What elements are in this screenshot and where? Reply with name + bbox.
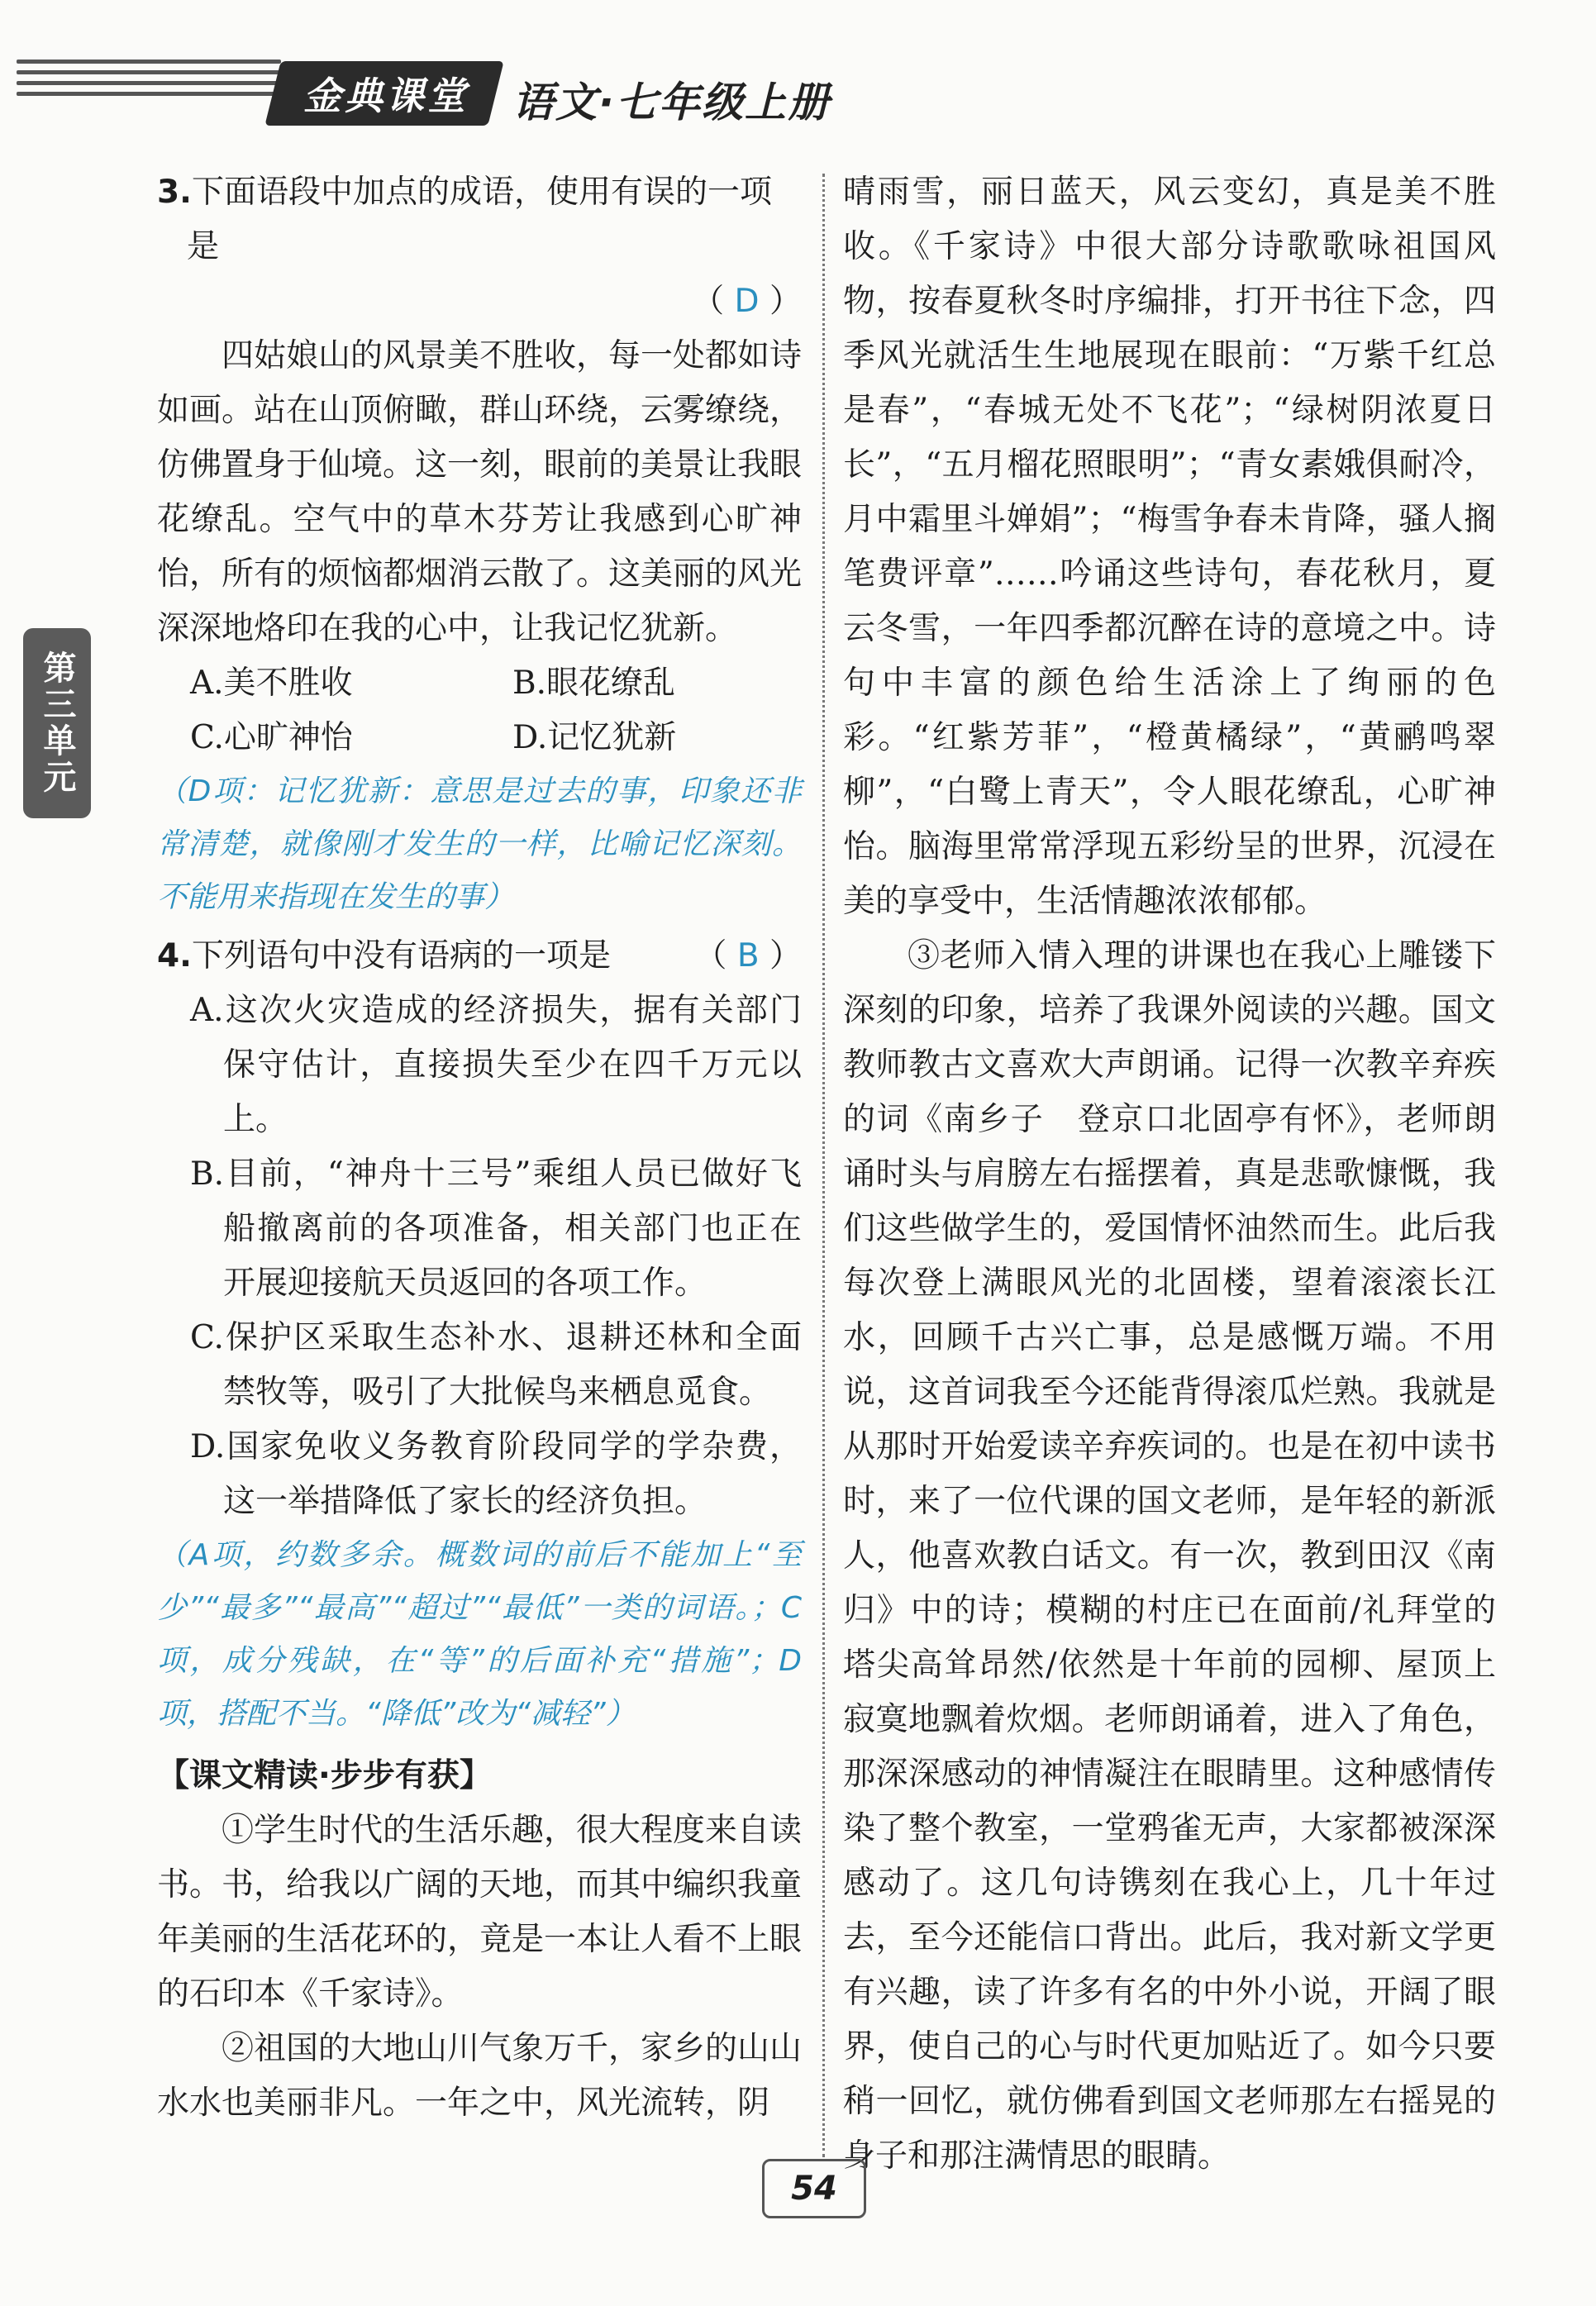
header-title: 语文·七年级上册 xyxy=(512,79,831,126)
answer-bracket-close: ） xyxy=(769,283,802,320)
question-3-passage: 四姑娘山的风景美不胜收，每一处都如诗如画。站在山顶俯瞰，群山环绕，云雾缭绕，仿佛置身于仙境。这一刻，眼前的美景让我眼花缭乱。空气中的草木芬芳让我感到心旷神怡，所有的烦恼都烟消云散了。这美丽的风光深深地烙印在我的心中，让我记忆犹新。 xyxy=(157,337,803,647)
option-c: C.保护区采取生态补水、退耕还林和全面禁牧等，吸引了大批候鸟来栖息觅食。 xyxy=(190,1319,802,1411)
question-3-text: 下面语段中加点的成语，使用有误的一项是 xyxy=(187,174,772,265)
header-decoration-lines xyxy=(17,60,281,117)
page-number: 54 xyxy=(762,2159,866,2218)
header-badge: 金典课堂 xyxy=(303,74,469,118)
option-b: B.目前，“神舟十三号”乘组人员已做好飞船撤离前的各项准备，相关部门也正在开展迎接航天员返回的各项工作。 xyxy=(190,1155,802,1302)
column-divider xyxy=(822,174,825,2157)
question-3-stem xyxy=(157,165,802,274)
option-a: A.这次火灾造成的经济损失，据有关部门保守估计，直接损失至少在四千万元以上。 xyxy=(190,992,802,1138)
answer-bracket-open: （ xyxy=(694,937,727,974)
right-column xyxy=(843,165,1496,2184)
question-3-answer: D xyxy=(734,283,760,320)
paragraph-1: ①学生时代的生活乐趣，很大程度来自读书。书，给我以广阔的天地，而其中编织我童年美丽的生活花环的，竟是一本让人看不上眼的石印本《千家诗》。 xyxy=(157,1812,803,2013)
unit-side-tab: 第三单元 xyxy=(23,628,91,818)
left-column xyxy=(157,165,802,2131)
question-3-explanation: （D项：记忆犹新：意思是过去的事，印象还非常清楚，就像刚才发生的一样，比喻记忆深刻。不能用来指现在发生的事） xyxy=(157,774,802,914)
question-4-text: 下列语句中没有语病的一项是 xyxy=(191,937,611,974)
answer-bracket-open: （ xyxy=(692,283,725,320)
question-4-explanation: （A项，约数多余。概数词的前后不能加上“至少”“最多”“最高”“超过”“最低”一类的词语。；C项，成分残缺，在“等”的后面补充“措施”；D项，搭配不当。“降低”改为“减轻”） xyxy=(157,1538,802,1731)
question-4-number: 4. xyxy=(157,937,192,974)
question-3-options xyxy=(157,656,802,765)
question-3-number: 3. xyxy=(157,174,192,211)
question-4-stem xyxy=(157,929,802,984)
question-4-answer-line xyxy=(694,929,802,984)
paragraph-3: ③老师入情入理的讲课也在我心上雕镂下深刻的印象，培养了我课外阅读的兴趣。国文教师教古文喜欢大声朗诵。记得一次教辛弃疾的词《南乡子 登京口北固亭有怀》，老师朗诵时头与肩膀左右摇摆着，真是悲歌慷慨，我们这些做学生的，爱国情怀油然而生。此后我每次登上满眼风光的北固楼，望着滚滚长江水，回顾千古兴亡事，总是感慨万端。不用说，这首词我至今还能背得滚瓜烂熟。我就是从那时开始爱读辛弃疾词的。也是在初中读书时，来了一位代课的国文老师，是年轻的新派人，他喜欢教白话文。有一次，教到田汉《南归》中的诗；模糊的村庄已在面前/礼拜堂的塔尖高耸昂然/依然是十年前的园柳、屋顶上寂寞地飘着炊烟。老师朗诵着，进入了角色，那深深感动的神情凝注在眼睛里。这种感情传染了整个教室，一堂鸦雀无声，大家都被深深感动了。这几句诗镌刻在我心上，几十年过去，至今还能信口背出。此后，我对新文学更有兴趣，读了许多有名的中外小说，开阔了眼界，使自己的心与时代更加贴近了。如今只要稍一回忆，就仿佛看到国文老师那左右摇晃的身子和那注满情思的眼睛。 xyxy=(843,937,1496,2175)
question-3-answer-line xyxy=(157,274,802,329)
option-c: C.心旷神怡 xyxy=(190,719,353,756)
option-d: D.记忆犹新 xyxy=(512,719,677,756)
section-title: 【课文精读·步步有获】 xyxy=(157,1757,492,1794)
page-header xyxy=(0,0,1596,141)
option-b: B.眼花缭乱 xyxy=(512,665,676,702)
option-d: D.国家免收义务教育阶段同学的学杂费，这一举措降低了家长的经济负担。 xyxy=(190,1428,802,1520)
paragraph-2-continued: 晴雨雪，丽日蓝天，风云变幻，真是美不胜收。《千家诗》中很大部分诗歌歌咏祖国风物，按春夏秋冬时序编排，打开书往下念，四季风光就活生生地展现在眼前：“万紫千红总是春”，“春城无处不飞花”；“绿树阴浓夏日长”，“五月榴花照眼明”；“青女素娥俱耐冷，月中霜里斗婵娟”；“梅雪争春未肯降，骚人搁笔费评章”……吟诵这些诗句，春花秋月，夏云冬雪，一年四季都沉醉在诗的意境之中。诗句中丰富的颜色给生活涂上了绚丽的色彩。“红紫芳菲”，“橙黄橘绿”，“黄鹂鸣翠柳”，“白鹭上青天”，令人眼花缭乱，心旷神怡。脑海里常常浮现五彩纷呈的世界，沉浸在美的享受中，生活情趣浓浓郁郁。 xyxy=(843,174,1496,920)
question-4-answer: B xyxy=(736,937,760,974)
option-a: A.美不胜收 xyxy=(190,665,353,702)
answer-bracket-close: ） xyxy=(769,937,802,974)
paragraph-2: ②祖国的大地山川气象万千，家乡的山山水水也美丽非凡。一年之中，风光流转，阴 xyxy=(157,2030,803,2122)
